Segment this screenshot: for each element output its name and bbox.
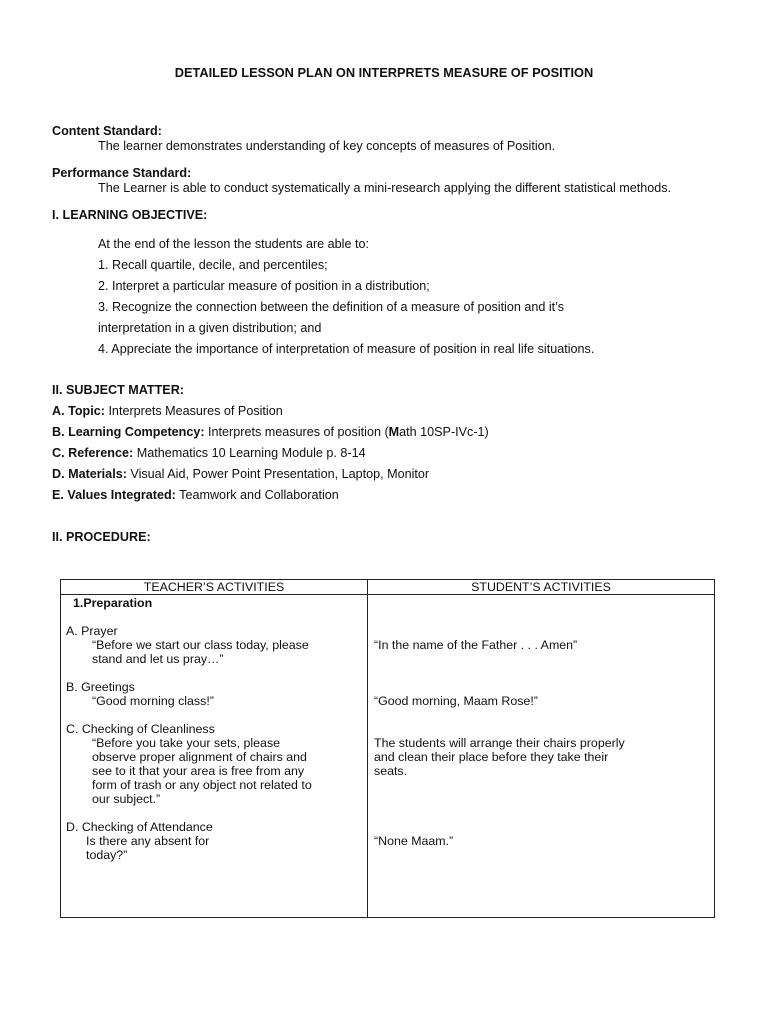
competency-line [52,425,489,440]
cleanliness-teacher-line: form of trash or any object not related to [92,778,312,792]
topic-label: A. Topic: [52,404,105,418]
cleanliness-teacher-line: see to it that your area is free from any [92,764,305,778]
reference-label: C. Reference: [52,446,134,460]
objective-item: 1. Recall quartile, decile, and percentiles; [98,258,328,272]
cleanliness-student-response: and clean their place before they take their [374,750,609,764]
performance-standard-text: The Learner is able to conduct systematically a mini-research applying the different statistical methods. [98,181,672,195]
cleanliness-label: C. Checking of Cleanliness [66,722,215,736]
objective-intro: At the end of the lesson the students are able to: [98,237,369,251]
attendance-teacher-line: Is there any absent for [86,834,210,848]
objective-item: 2. Interpret a particular measure of position in a distribution; [98,279,430,293]
preparation-heading: 1.Preparation [73,596,153,610]
objective-heading: I. LEARNING OBJECTIVE: [52,208,208,222]
cleanliness-student-response: The students will arrange their chairs properly [374,736,625,750]
cleanliness-teacher-line: our subject.” [92,792,161,806]
student-activities-header: STUDENT’S ACTIVITIES [368,580,715,595]
prayer-label: A. Prayer [66,624,118,638]
prayer-teacher-line: “Before we start our class today, please [92,638,309,652]
procedure-heading: II. PROCEDURE: [52,530,151,544]
subject-matter-heading: II. SUBJECT MATTER: [52,383,185,397]
teacher-activities-cell [61,595,368,918]
reference-value: Mathematics 10 Learning Module p. 8-14 [136,446,366,460]
materials-value: Visual Aid, Power Point Presentation, Laptop, Monitor [130,467,430,481]
topic-line [52,404,283,419]
prayer-student-response: “In the name of the Father . . . Amen” [374,638,578,652]
competency-value: Interprets measures of position ( [208,425,389,439]
competency-end: ath 10SP-IVc-1) [399,425,489,439]
performance-standard-label: Performance Standard: [52,166,192,180]
teacher-activities-header: TEACHER’S ACTIVITIES [61,580,368,595]
cleanliness-teacher-line: observe proper alignment of chairs and [92,750,307,764]
document-title: DETAILED LESSON PLAN ON INTERPRETS MEASURE OF POSITION [174,65,594,80]
competency-bold: M [388,425,400,439]
cleanliness-teacher-line: “Before you take your sets, please [92,736,281,750]
competency-label: B. Learning Competency: [52,425,205,439]
cleanliness-student-response: seats. [374,764,408,778]
values-label: E. Values Integrated: [52,488,176,502]
greetings-student-response: “Good morning, Maam Rose!” [374,694,538,708]
reference-line [52,446,366,461]
content-standard-label: Content Standard: [52,124,162,138]
objective-item: interpretation in a given distribution; and [98,321,322,335]
materials-label: D. Materials: [52,467,127,481]
greetings-teacher-line: “Good morning class!” [92,694,214,708]
values-value: Teamwork and Collaboration [179,488,339,502]
objective-item: 3. Recognize the connection between the definition of a measure of position and it’s [98,300,565,314]
attendance-teacher-line: today?” [86,848,128,862]
attendance-label: D. Checking of Attendance [66,820,213,834]
activities-table [60,579,715,918]
prayer-teacher-line: stand and let us pray…” [92,652,224,666]
student-activities-cell [368,595,715,918]
materials-line [52,467,429,482]
objective-item: 4. Appreciate the importance of interpretation of measure of position in real life situations. [98,342,595,356]
attendance-student-response: “None Maam.” [374,834,454,848]
greetings-label: B. Greetings [66,680,135,694]
topic-value: Interprets Measures of Position [108,404,283,418]
content-standard-text: The learner demonstrates understanding of key concepts of measures of Position. [98,139,556,153]
values-line [52,488,339,503]
